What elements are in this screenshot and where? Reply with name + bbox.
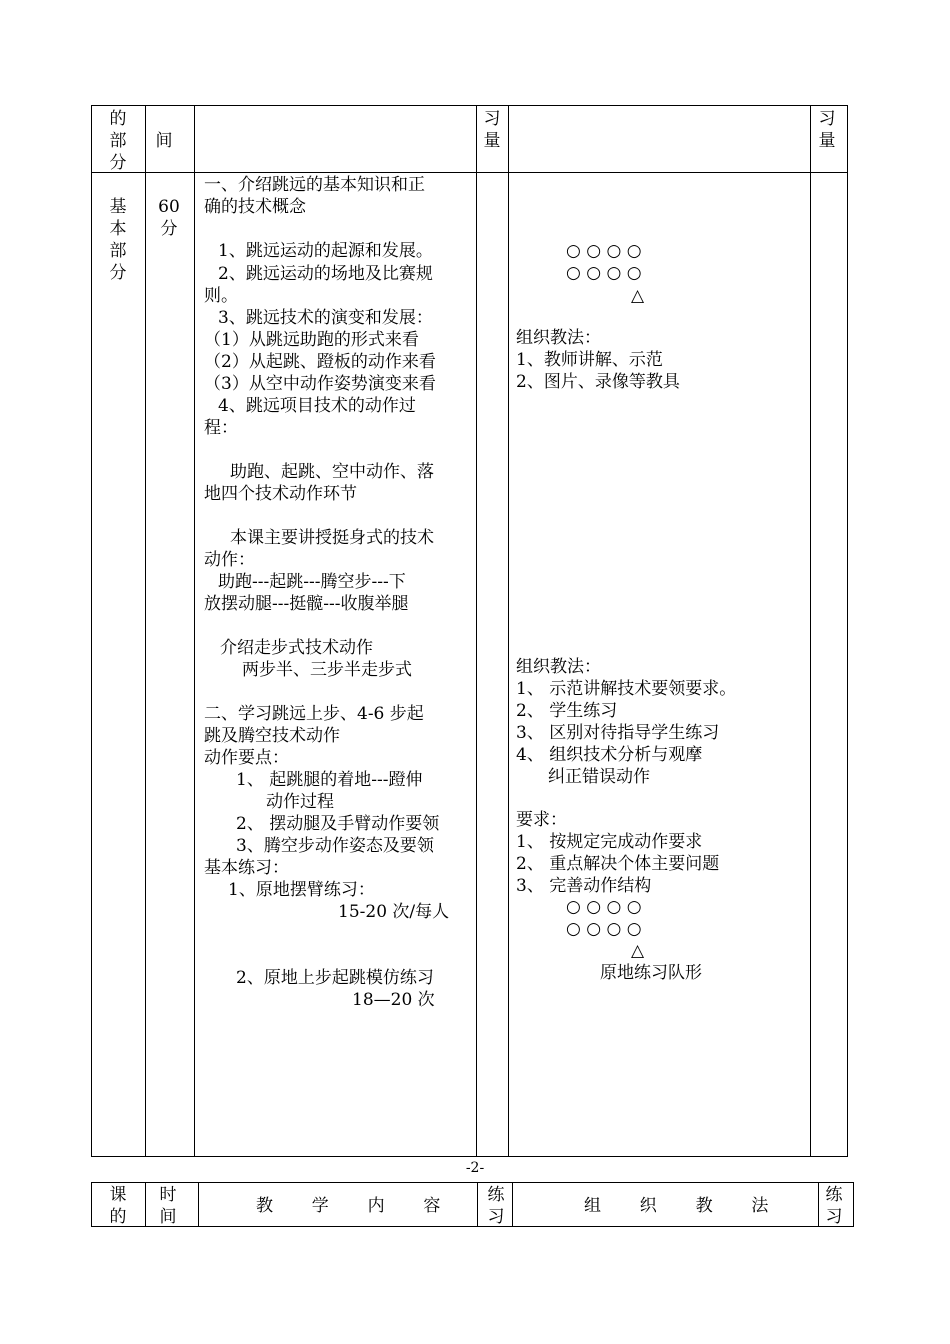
formation-row: ○ ○ ○ ○ xyxy=(566,897,642,917)
content-line: 3、跳远技术的演变和发展： xyxy=(218,308,433,328)
content-line: 15-20 次/每人 xyxy=(338,902,450,922)
org-line: 3、 完善动作结构 xyxy=(516,876,652,896)
header-cell-content xyxy=(195,106,477,173)
org-line: 要求： xyxy=(516,810,567,830)
section-time-cell xyxy=(146,173,195,1157)
org-line: 4、 组织技术分析与观摩 xyxy=(516,745,703,765)
content-line: 2、原地上步起跳模仿练习 xyxy=(236,968,434,988)
content-line: 3、腾空步动作姿态及要领 xyxy=(236,836,434,856)
content-line: 18—20 次 xyxy=(352,990,435,1010)
content-line: 1、跳远运动的起源和发展。 xyxy=(218,241,433,261)
org-line: 1、 按规定完成动作要求 xyxy=(516,832,703,852)
content-line: （2）从起跳、蹬板的动作来看 xyxy=(204,352,436,372)
org-line: 2、 重点解决个体主要问题 xyxy=(516,854,720,874)
content-line: 动作要点： xyxy=(204,748,289,768)
lesson-plan-table xyxy=(91,105,848,1157)
header-part-text: 的 部 分 xyxy=(109,109,127,173)
org-line: 1、 示范讲解技术要领要求。 xyxy=(516,679,737,699)
teacher-marker: △ xyxy=(631,286,645,306)
footer-practice-text: 练 习 xyxy=(487,1185,505,1227)
page-number: -2- xyxy=(465,1160,485,1176)
section-time: 60 分 xyxy=(158,197,180,239)
content-line: 跳及腾空技术动作 xyxy=(204,726,340,746)
content-line: 动作过程 xyxy=(266,792,334,812)
header-cell-method xyxy=(509,106,811,173)
org-line: 组织教法： xyxy=(516,657,601,677)
content-line: 确的技术概念 xyxy=(204,197,306,217)
content-line: 地四个技术动作环节 xyxy=(204,484,357,504)
content-line: 助跑---起跳---腾空步---下 xyxy=(218,572,406,592)
amount-cell-2 xyxy=(811,173,848,1157)
content-line: （1）从跳远助跑的形式来看 xyxy=(204,330,419,350)
content-line: 二、学习跳远上步、4-6 步起 xyxy=(204,704,424,724)
formation-row: ○ ○ ○ ○ xyxy=(566,263,642,283)
teacher-marker: △ xyxy=(631,941,645,961)
header-amount-text: 习 量 xyxy=(483,109,501,151)
content-line: 动作： xyxy=(204,550,255,570)
content-line: 本课主要讲授挺身式的技术 xyxy=(230,528,434,548)
org-line: 2、 学生练习 xyxy=(516,701,618,721)
footer-content-title: 教 学 内 容 xyxy=(256,1196,441,1216)
content-line: 助跑、起跳、空中动作、落 xyxy=(230,462,434,482)
formation-row: ○ ○ ○ ○ xyxy=(566,241,642,261)
content-line: 1、 起跳腿的着地---蹬伸 xyxy=(236,770,423,790)
header-amount-text-2: 习 量 xyxy=(818,109,836,151)
content-line: 程： xyxy=(204,418,238,438)
content-line: 基本练习： xyxy=(204,858,289,878)
content-line: 两步半、三步半走步式 xyxy=(242,660,412,680)
org-line: 2、图片、录像等教具 xyxy=(516,372,680,392)
content-line: 放摆动腿---挺髋---收腹举腿 xyxy=(204,594,409,614)
org-line: 组织教法： xyxy=(516,328,601,348)
content-line: 介绍走步式技术动作 xyxy=(220,638,373,658)
footer-part-text: 课 的 xyxy=(109,1185,127,1227)
section-name-cell xyxy=(92,173,146,1157)
org-line: 3、 区别对待指导学生练习 xyxy=(516,723,720,743)
content-line: 1、原地摆臂练习： xyxy=(228,880,375,900)
amount-cell xyxy=(477,173,509,1157)
org-line: 纠正错误动作 xyxy=(548,767,650,787)
content-line: 则。 xyxy=(204,286,238,306)
formation-row: ○ ○ ○ ○ xyxy=(566,919,642,939)
footer-time-text: 时 间 xyxy=(159,1185,177,1227)
content-line: 4、跳远项目技术的动作过 xyxy=(218,396,416,416)
content-line: （3）从空中动作姿势演变来看 xyxy=(204,374,436,394)
content-line: 一、介绍跳远的基本知识和正 xyxy=(204,175,425,195)
org-line: 1、教师讲解、示范 xyxy=(516,350,663,370)
section-name: 基 本 部 分 xyxy=(109,197,127,283)
footer-method-title: 组 织 教 法 xyxy=(584,1196,769,1216)
formation-caption: 原地练习队形 xyxy=(600,963,702,983)
content-line: 2、 摆动腿及手臂动作要领 xyxy=(236,814,440,834)
footer-practice-text-2: 练 习 xyxy=(825,1185,843,1227)
header-time-text: 间 xyxy=(155,131,173,151)
content-line: 2、跳远运动的场地及比赛规 xyxy=(218,264,433,284)
